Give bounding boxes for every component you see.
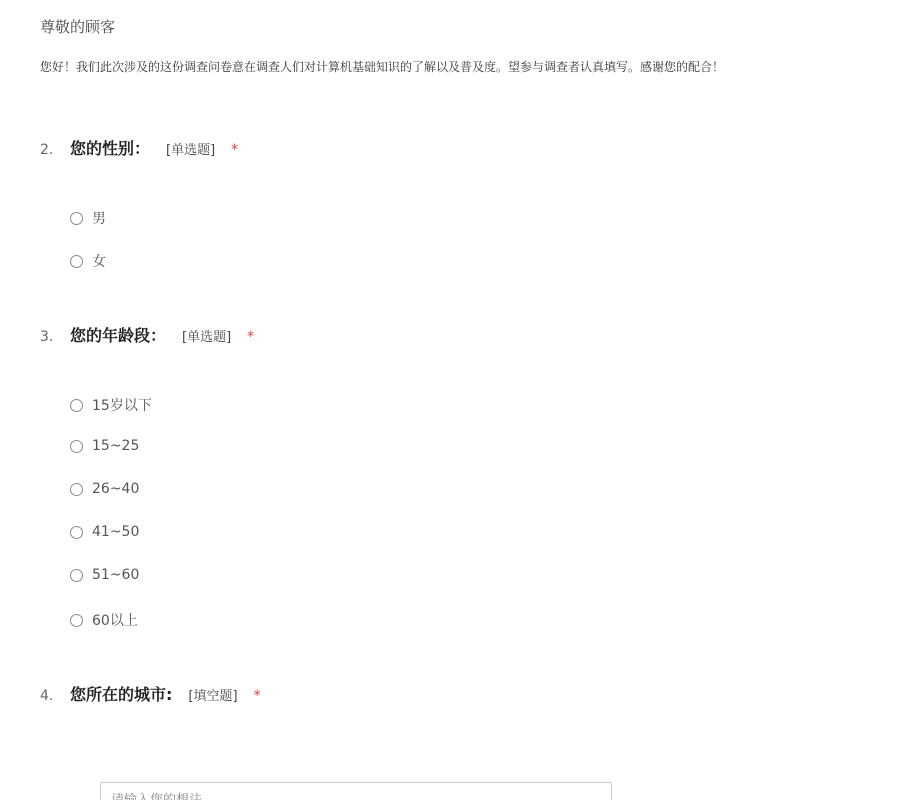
option-label: 41~50 (92, 524, 140, 540)
radio-button[interactable] (70, 483, 83, 496)
question-title: 您所在的城市: (70, 685, 173, 704)
option-label: 女 (92, 254, 106, 270)
age-option-over-60[interactable] (70, 610, 138, 630)
question-number: 2. (40, 142, 54, 158)
city-text-input[interactable] (100, 782, 612, 800)
radio-button[interactable] (70, 614, 83, 627)
option-label: 15岁以下 (92, 398, 152, 414)
greeting-heading: 尊敬的顾客 (40, 18, 116, 36)
question-gender-header (40, 136, 238, 159)
intro-text: 您好！我们此次涉及的这份调查问卷意在调查人们对计算机基础知识的了解以及普及度。望参与调查者认真填写。感谢您的配合！ (40, 60, 725, 74)
radio-button[interactable] (70, 440, 83, 453)
radio-button[interactable] (70, 255, 83, 268)
question-age-header (40, 323, 254, 346)
gender-option-female[interactable] (70, 251, 106, 271)
required-marker: * (247, 329, 255, 345)
age-option-51-60[interactable] (70, 567, 139, 583)
required-marker: * (253, 688, 261, 704)
radio-button[interactable] (70, 212, 83, 225)
age-option-15-25[interactable] (70, 438, 139, 454)
age-option-41-50[interactable] (70, 524, 139, 540)
question-title: 您的性别： (70, 139, 151, 158)
option-label: 26~40 (92, 481, 140, 497)
radio-button[interactable] (70, 526, 83, 539)
question-type-label: [单选题] (182, 330, 232, 345)
question-number: 4. (40, 688, 54, 704)
option-label: 15~25 (92, 438, 140, 454)
question-city-header (40, 682, 261, 705)
option-label: 51~60 (92, 567, 140, 583)
radio-button[interactable] (70, 569, 83, 582)
age-option-under-15[interactable] (70, 395, 152, 415)
radio-button[interactable] (70, 399, 83, 412)
age-option-26-40[interactable] (70, 481, 139, 497)
question-number: 3. (40, 329, 54, 345)
option-label: 男 (92, 211, 106, 227)
question-type-label: [单选题] (166, 143, 216, 158)
question-title: 您的年龄段： (70, 326, 167, 345)
gender-option-male[interactable] (70, 208, 106, 228)
option-label: 60以上 (92, 613, 138, 629)
question-type-label: [填空题] (188, 689, 238, 704)
required-marker: * (231, 142, 239, 158)
